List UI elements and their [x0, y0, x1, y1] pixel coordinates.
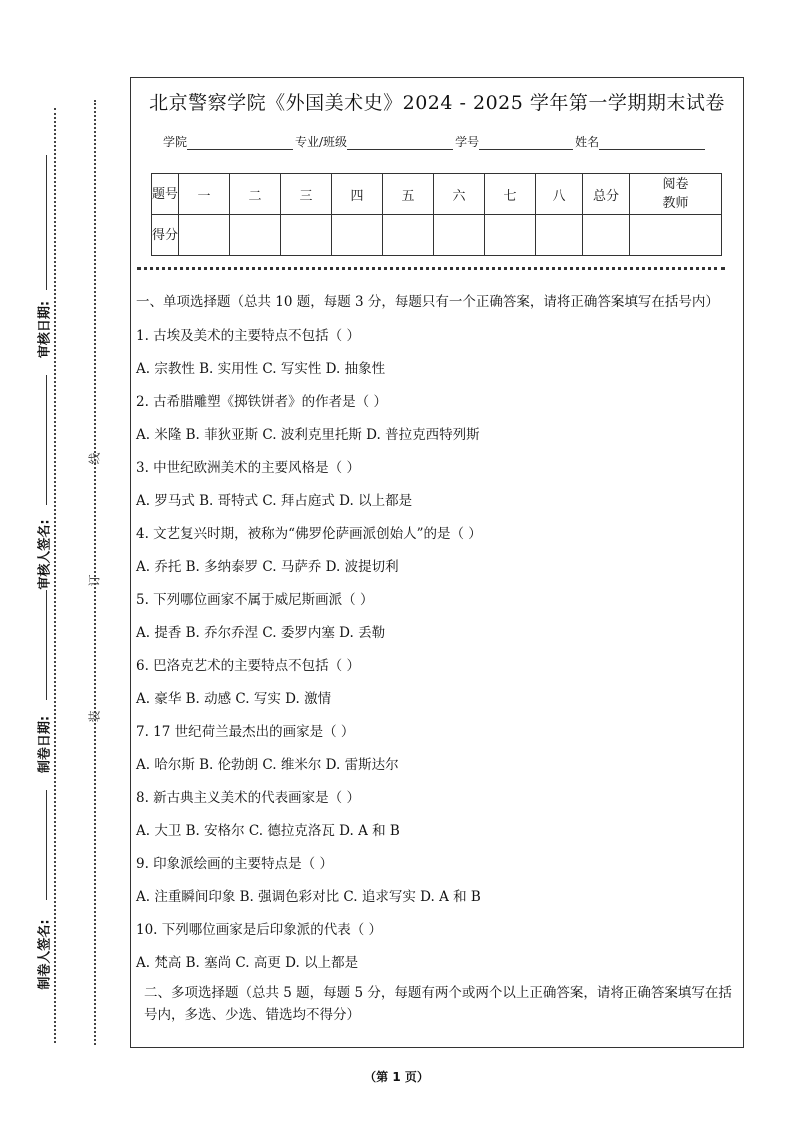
- question-options: A. 注重瞬间印象 B. 强调色彩对比 C. 追求写实 D. A 和 B: [136, 889, 481, 905]
- question-text: 7. 17 世纪荷兰最杰出的画家是（ ）: [136, 724, 355, 740]
- question-text: 6. 巴洛克艺术的主要特点不包括（ ）: [136, 658, 360, 674]
- score-cell[interactable]: [230, 215, 281, 256]
- score-cell[interactable]: [383, 215, 434, 256]
- question-options: A. 大卫 B. 安格尔 C. 德拉克洛瓦 D. A 和 B: [136, 823, 400, 839]
- question-text: 1. 古埃及美术的主要特点不包括（ ）: [136, 328, 360, 344]
- score-col-total: 总分: [583, 174, 630, 215]
- page-number: （第 1 页）: [364, 1070, 429, 1084]
- question-options: A. 豪华 B. 动感 C. 写实 D. 激情: [136, 691, 332, 707]
- question-options: A. 宗教性 B. 实用性 C. 写实性 D. 抽象性: [136, 361, 386, 377]
- field-id-label: 学号: [455, 135, 480, 149]
- question-options: A. 提香 B. 乔尔乔涅 C. 委罗内塞 D. 丢勒: [136, 625, 386, 641]
- field-college-blank[interactable]: [187, 136, 293, 150]
- field-id-blank[interactable]: [479, 136, 573, 150]
- score-cell[interactable]: [630, 215, 722, 256]
- score-row2-header: 得分: [152, 215, 179, 256]
- question-text: 10. 下列哪位画家是后印象派的代表（ ）: [136, 922, 383, 938]
- binding-mark-staple: 订: [87, 574, 102, 587]
- score-col-8: 八: [536, 174, 583, 215]
- score-cell[interactable]: [583, 215, 630, 256]
- section-1-heading: 一、单项选择题（总共 10 题，每题 3 分，每题只有一个正确答案，请将正确答案填写在括号内）: [136, 294, 719, 310]
- score-cell[interactable]: [434, 215, 485, 256]
- question-text: 2. 古希腊雕塑《掷铁饼者》的作者是（ ）: [136, 394, 387, 410]
- binding-dotted-line-outer: [54, 108, 56, 1043]
- question-list: [136, 320, 739, 980]
- score-cell[interactable]: [536, 215, 583, 256]
- reviewer-signature-label: 审核人签名:: [37, 519, 53, 590]
- score-cell[interactable]: [332, 215, 383, 256]
- field-college-label: 学院: [163, 135, 188, 149]
- score-cell[interactable]: [281, 215, 332, 256]
- score-col-5: 五: [383, 174, 434, 215]
- question-text: 5. 下列哪位画家不属于威尼斯画派（ ）: [136, 592, 374, 608]
- field-name-blank[interactable]: [599, 136, 705, 150]
- exam-title: 北京警察学院《外国美术史》2024 - 2025 学年第一学期期末试卷: [149, 92, 725, 114]
- field-major-label: 专业/班级: [295, 135, 348, 149]
- signature-line-reviewer: [46, 375, 47, 505]
- score-cell[interactable]: [179, 215, 230, 256]
- score-col-4: 四: [332, 174, 383, 215]
- signature-line-review-date: [46, 155, 47, 290]
- field-name-label: 姓名: [575, 135, 600, 149]
- field-major-blank[interactable]: [347, 136, 453, 150]
- binding-mark-line: 线: [87, 452, 102, 465]
- binding-mark-bind: 装: [87, 710, 102, 723]
- signature-line-preparer: [46, 790, 47, 900]
- question-options: A. 米隆 B. 菲狄亚斯 C. 波利克里托斯 D. 普拉克西特列斯: [136, 427, 480, 443]
- question-options: A. 罗马式 B. 哥特式 C. 拜占庭式 D. 以上都是: [136, 493, 413, 509]
- score-col-7: 七: [485, 174, 536, 215]
- question-options: A. 哈尔斯 B. 伦勃朗 C. 维米尔 D. 雷斯达尔: [136, 757, 399, 773]
- question-content: [136, 291, 739, 1026]
- student-info-row: [163, 133, 707, 150]
- score-col-2: 二: [230, 174, 281, 215]
- score-col-1: 一: [179, 174, 230, 215]
- question-text: 4. 文艺复兴时期，被称为“佛罗伦萨画派创始人”的是（ ）: [136, 526, 482, 542]
- question-text: 9. 印象派绘画的主要特点是（ ）: [136, 856, 333, 872]
- separator-dotted-line: [137, 267, 725, 270]
- review-date-label: 审核日期:: [37, 300, 53, 359]
- signature-line-prepare-date: [46, 590, 47, 700]
- score-col-6: 六: [434, 174, 485, 215]
- question-options: A. 乔托 B. 多纳泰罗 C. 马萨乔 D. 波提切利: [136, 559, 399, 575]
- score-table: [151, 173, 722, 256]
- preparer-signature-label: 制卷人签名:: [37, 919, 53, 990]
- section-2-heading: 二、多项选择题（总共 5 题，每题 5 分，每题有两个或两个以上正确答案，请将正确答案填写在括号内，多选、少选、错选均不得分）: [144, 985, 732, 1023]
- score-col-3: 三: [281, 174, 332, 215]
- question-text: 8. 新古典主义美术的代表画家是（ ）: [136, 790, 360, 806]
- question-options: A. 梵高 B. 塞尚 C. 高更 D. 以上都是: [136, 955, 359, 971]
- exam-frame: [130, 77, 744, 1048]
- prepare-date-label: 制卷日期:: [37, 715, 53, 774]
- score-row-header: 题号: [152, 174, 179, 215]
- binding-dotted-line-inner: [94, 100, 96, 1045]
- score-col-grader: 阅卷教师: [630, 174, 722, 215]
- score-cell[interactable]: [485, 215, 536, 256]
- question-text: 3. 中世纪欧洲美术的主要风格是（ ）: [136, 460, 360, 476]
